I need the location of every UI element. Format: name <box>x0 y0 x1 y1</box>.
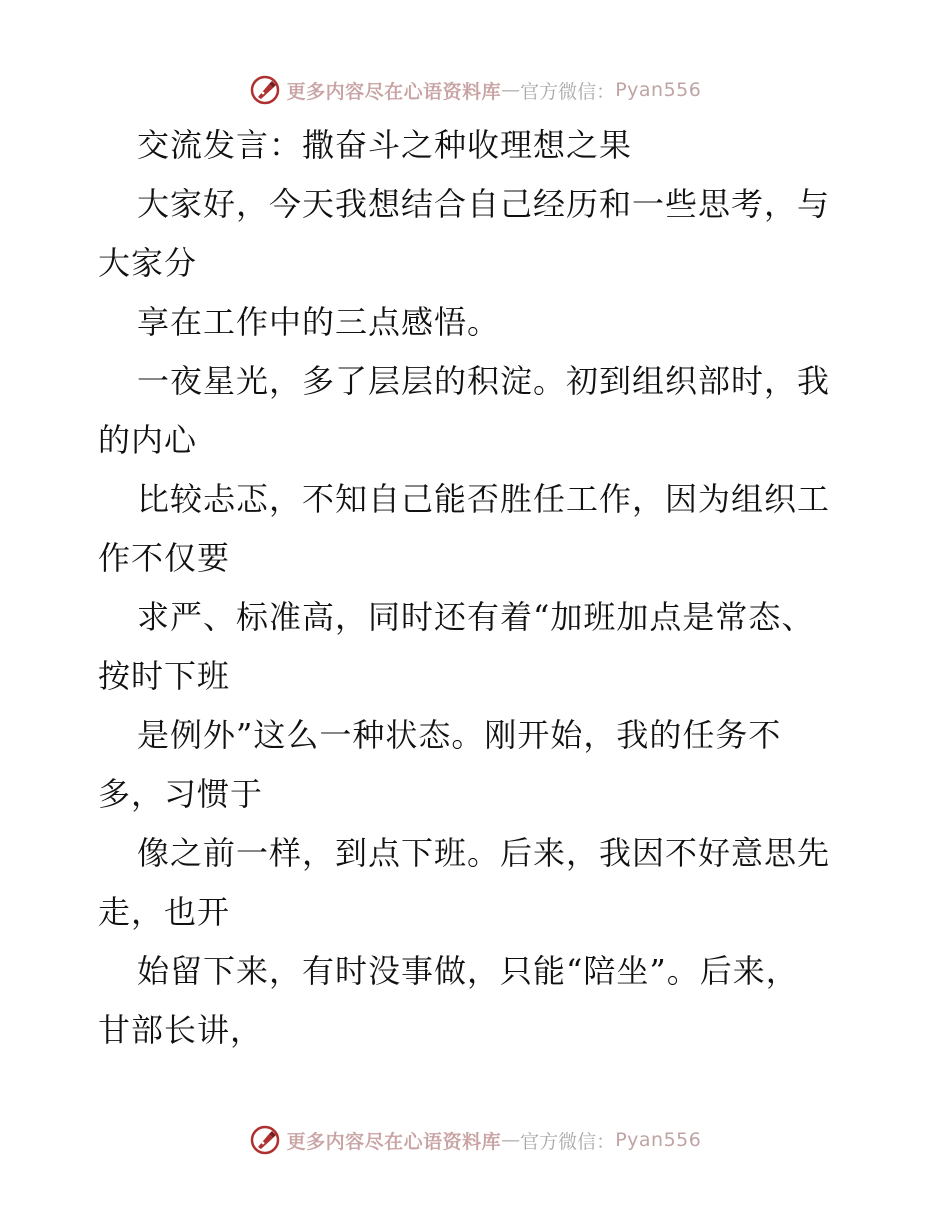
text-line: 享在工作中的三点感悟。 <box>137 303 501 341</box>
footer-watermark <box>0 1120 950 1160</box>
header-watermark <box>0 70 950 110</box>
watermark-site: 更多内容尽在心语资料库 <box>286 80 502 103</box>
text-line: 始留下来，有时没事做，只能“陪坐”。后来， <box>137 952 799 990</box>
text-line: 求严、标准高，同时还有着“加班加点是常态、 <box>137 598 815 636</box>
text-line: 比较忐忑，不知自己能否胜任工作，因为组织工 <box>137 480 831 518</box>
text-line: 作不仅要 <box>98 539 231 577</box>
text-line: 大家分 <box>98 244 198 282</box>
text-line: 是例外”这么一种状态。刚开始，我的任务不 <box>137 716 782 754</box>
pen-nib-logo-icon <box>249 74 281 106</box>
text-line: 甘部长讲， <box>98 1011 264 1049</box>
text-line: 走，也开 <box>98 893 231 931</box>
text-line: 按时下班 <box>98 657 231 695</box>
pen-nib-logo-icon <box>249 1124 281 1156</box>
text-line: 大家好，今天我想结合自己经历和一些思考，与 <box>137 185 831 223</box>
watermark-wechat-id: Pyan556 <box>615 79 702 101</box>
watermark-wechat-id: Pyan556 <box>615 1129 702 1151</box>
text-line: 一夜星光，多了层层的积淀。初到组织部时，我 <box>137 362 831 400</box>
watermark-wechat-label: 官方微信： <box>520 1130 616 1153</box>
text-line: 像之前一样，到点下班。后来，我因不好意思先 <box>137 834 831 872</box>
text-line: 的内心 <box>98 421 198 459</box>
watermark-separator: — <box>501 1129 521 1151</box>
text-line: 多，习惯于 <box>98 775 264 813</box>
document-body <box>98 116 858 1060</box>
watermark-wechat-label: 官方微信： <box>520 80 616 103</box>
document-title: 交流发言：撒奋斗之种收理想之果 <box>137 126 633 164</box>
watermark-separator: — <box>501 79 521 101</box>
watermark-site: 更多内容尽在心语资料库 <box>286 1130 502 1153</box>
